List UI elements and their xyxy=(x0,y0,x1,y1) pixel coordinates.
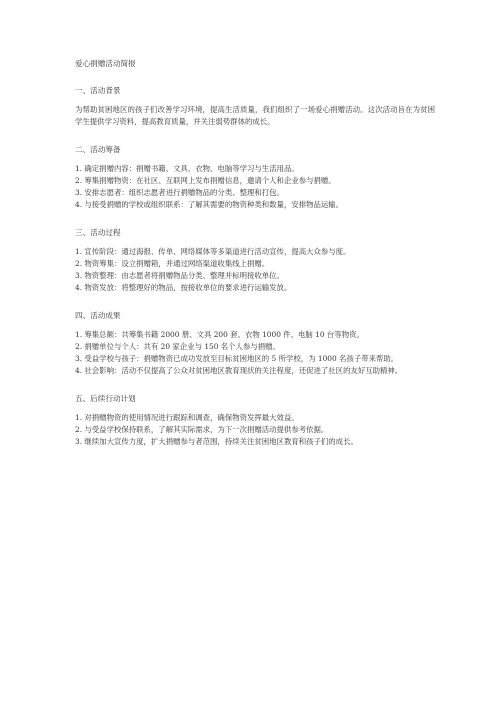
list-item: 4. 物资发放：将整理好的物品，按接收单位的要求进行运输发放。 xyxy=(75,283,292,292)
list-item: 1. 筹集总额：共筹集书籍 2000 册、文具 200 套、衣物 1000 件、电脑 10 台等物资。 xyxy=(75,330,364,339)
results-list xyxy=(75,329,435,377)
section-heading-background: 一、活动背景 xyxy=(75,86,121,95)
list-item: 1. 宣传阶段：通过海报、传单、网络媒体等多渠道进行活动宣传，提高大众参与度。 xyxy=(75,247,351,256)
section-heading-preparation: 二、活动筹备 xyxy=(75,145,121,154)
list-item: 1. 对捐赠物资的使用情况进行跟踪和调查，确保物资发挥最大效益。 xyxy=(75,413,299,422)
list-item: 2. 物资筹集：设立捐赠箱，并通过网络渠道收集线上捐赠。 xyxy=(75,259,270,268)
list-item: 3. 安排志愿者：组织志愿者进行捐赠物品的分类、整理和打包。 xyxy=(75,188,284,197)
preparation-list xyxy=(75,163,435,211)
list-item: 4. 社会影响：活动不仅提高了公众对贫困地区教育现状的关注程度，还促进了社区的友好互助精神。 xyxy=(75,366,403,375)
list-item: 3. 物资整理：由志愿者将捐赠物品分类、整理并标明接收单位。 xyxy=(75,271,284,280)
section-heading-follow-up: 五、后续行动计划 xyxy=(75,394,136,403)
list-item: 3. 继续加大宣传力度，扩大捐赠参与者范围，持续关注贫困地区教育和孩子们的成长。 xyxy=(75,437,358,446)
section-heading-process: 三、活动过程 xyxy=(75,228,121,237)
list-item: 3. 受益学校与孩子：捐赠物资已成功发放至目标贫困地区的 5 所学校，为 1000 名孩子带来帮助。 xyxy=(75,354,399,363)
document-page xyxy=(75,58,435,464)
follow-up-list xyxy=(75,412,435,448)
document-title: 爱心捐赠活动简报 xyxy=(75,59,136,68)
list-item: 2. 与受益学校保持联系，了解其实际需求，为下一次捐赠活动提供参考依据。 xyxy=(75,425,329,434)
background-paragraph: 为帮助贫困地区的孩子们改善学习环境，提高生活质量，我们组织了一场爱心捐赠活动。这次活动旨在为贫困学生提供学习资料，提高教育质量，并关注弱势群体的成长。 xyxy=(75,105,435,126)
process-list xyxy=(75,246,435,294)
section-heading-results: 四、活动成果 xyxy=(75,311,121,320)
list-item: 1. 确定捐赠内容：捐赠书籍、文具、衣物、电脑等学习与生活用品。 xyxy=(75,164,299,173)
list-item: 4. 与接受捐赠的学校或组织联系：了解其需要的物资种类和数量，安排物品运输。 xyxy=(75,200,344,209)
list-item: 2. 捐赠单位与个人：共有 20 家企业与 150 名个人参与捐赠。 xyxy=(75,342,280,351)
list-item: 2. 筹集捐赠物资：在社区、互联网上发布捐赠信息，邀请个人和企业参与捐赠。 xyxy=(75,176,336,185)
